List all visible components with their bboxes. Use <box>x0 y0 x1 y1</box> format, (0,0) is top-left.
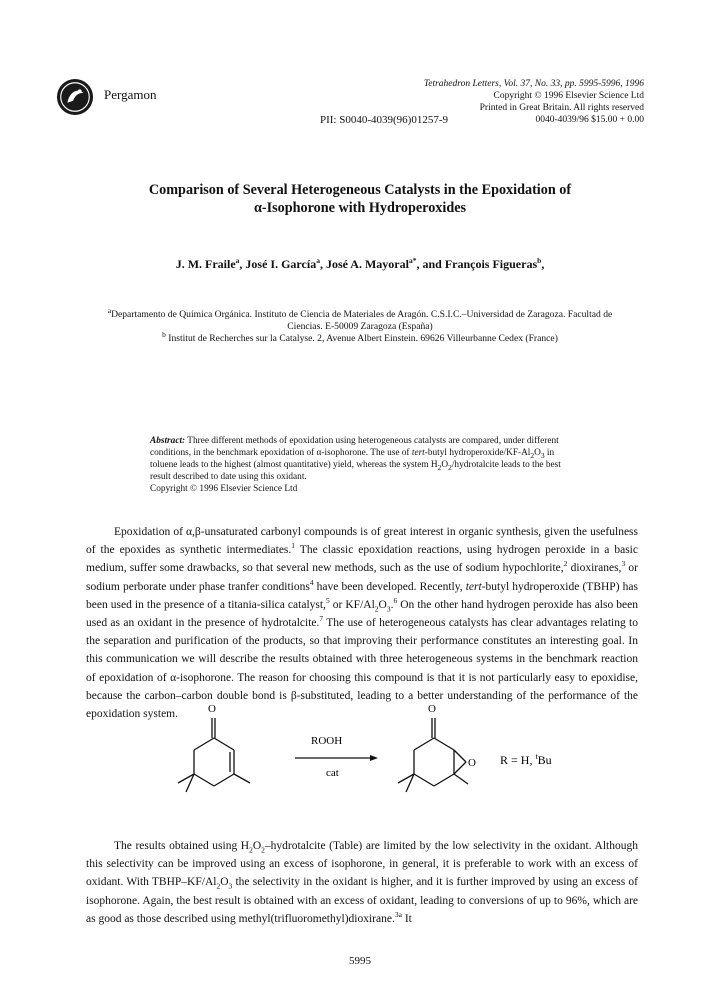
ref-mark: 6 <box>393 595 398 605</box>
author-2: José I. García <box>245 257 317 271</box>
abstract-sub: 2 <box>437 462 442 472</box>
text-run: . <box>390 598 394 611</box>
page-number: 5995 <box>349 955 371 967</box>
pii-line <box>0 114 720 126</box>
author-and: and <box>422 257 442 271</box>
affil-a-text-1: Departamento de Química Orgánica. Instituto de Ciencia de Materiales de Aragón. C.S.I.C.–Universidad de Zaragoza. Facultad de <box>111 309 613 320</box>
abstract-sub: 2 <box>448 462 452 472</box>
author-list: J. M. Fraile$^a$, José I. García$^a$, José A. Mayoral$^{a*}$, and François Figueras$^b$, <box>175 256 545 271</box>
ref-mark: 4 <box>309 577 314 587</box>
text-sub: 2 <box>216 881 221 891</box>
ref-mark: 3a <box>394 909 402 919</box>
abstract-part: tert <box>411 448 425 458</box>
body-paragraph-2 <box>86 837 638 928</box>
scheme-catalyst: cat <box>326 767 339 779</box>
author-4-affil: b <box>537 256 542 265</box>
affiliation-a <box>80 305 640 321</box>
affiliations <box>80 305 640 345</box>
abstract-part: in toluene leads to the highest (almost quantitative) yield, whereas the system H <box>150 448 555 470</box>
reaction-scheme <box>150 700 590 815</box>
ref-mark: 1 <box>291 541 296 551</box>
text-run: The use of heterogeneous catalysts has clear advantages relating to the separation and purification of the products, so that improving their performance constitutes an interesting goal. In this communication we will describe the results obtained with three heterogeneous systems in the benchmark reaction of epoxidation of α-isophorone. The reason for choosing this compound is that it is not particularly easy to epoxidise, because the carbon–carbon double bond is β-substituted, leading to a better understanding of the performance of the epoxidation system. <box>86 617 638 721</box>
paragraph-text <box>86 523 638 723</box>
text-run: O <box>220 876 229 889</box>
abstract-part: /hydrotalcite leads to the best result described to date using this oxidant. <box>150 460 561 482</box>
text-sub: 2 <box>261 845 265 855</box>
isophorone-structure <box>178 718 250 792</box>
ref-mark: 2 <box>563 559 568 569</box>
text-run: The results obtained using H <box>114 840 250 852</box>
text-run: the selectivity in the oxidant is higher, and it is further improved by using an excess of isophorone. Again, the best result is obtained with an excess of oxidant, leading to conversions of up to 96%, which are as good as those described using methyl(trifluoromethyl)dioxirane. <box>86 876 638 925</box>
body-paragraph-1 <box>86 523 638 723</box>
text-run: or sodium perborate under phase tranfer conditions <box>86 562 639 593</box>
price-line: 0040-4039/96 $15.00 + 0.00 <box>535 115 644 125</box>
abstract-part: O <box>534 448 541 458</box>
title-line-1: Comparison of Several Heterogeneous Catalysts in the Epoxidation of <box>148 182 572 198</box>
scheme-reagent: ROOH <box>311 735 343 747</box>
text-run: O <box>378 598 387 611</box>
scheme-o-left: O <box>208 703 216 715</box>
printed-line: Printed in Great Britain. All rights reserved <box>479 103 644 113</box>
epoxide-structure <box>398 718 468 792</box>
abstract-sub: 3 <box>540 450 545 460</box>
abstract <box>150 435 580 495</box>
copyright-line: Copyright © 1996 Elsevier Science Ltd <box>493 91 644 101</box>
affil-a-mark: a <box>107 305 112 315</box>
text-run: O <box>252 840 262 852</box>
text-run: The classic epoxidation reactions, using hydrogen peroxide in a basic medium, suffer some drawbacks, so that several new methods, such as the use of sodium hypochlorite, <box>86 544 638 575</box>
scheme-o-right: O <box>428 703 436 715</box>
affiliation-a-cont: Ciencias. E-50009 Zaragoza (España) <box>287 321 433 332</box>
text-run: tert <box>465 580 482 593</box>
text-run: Epoxidation of α,β-unsaturated carbonyl compounds is of great interest in organic synthesis, given the usefulness of the epoxides as synthetic intermediates. <box>86 526 638 557</box>
abstract-part: O <box>441 460 449 470</box>
text-run: or KF/Al <box>329 598 375 611</box>
text-sub: 2 <box>374 604 379 614</box>
r-def-sup: t <box>535 752 538 761</box>
ref-mark: 3 <box>621 559 626 569</box>
text-run: It <box>401 912 412 925</box>
text-run: -butyl hydroperoxide (TBHP) has been used in the presence of a titania-silica catalyst, <box>86 580 638 611</box>
text-run: On the other hand hydrogen peroxide has also been used as an oxidant in the presence of hydrotalcite. <box>86 598 638 630</box>
abstract-copyright: Copyright © 1996 Elsevier Science Ltd <box>150 484 298 494</box>
author-2-affil: a <box>316 256 320 265</box>
paragraph-text <box>86 837 638 928</box>
author-3: José A. Mayoral <box>325 257 409 271</box>
affil-b-text: Institut de Recherches sur la Catalyse. 2, Avenue Albert Einstein. 69626 Villeurbanne Cedex (France) <box>168 333 558 344</box>
scheme-r-definition <box>500 752 552 767</box>
abstract-part: -butyl hydroperoxide/KF-Al <box>424 448 531 458</box>
ref-mark: 7 <box>319 614 324 624</box>
abstract-part: Three different methods of epoxidation using heterogeneous catalysts are compared, under different conditions, in the benchmark epoxidation of α-isophorone. The use of <box>150 436 559 458</box>
text-run: have been developed. Recently, <box>313 580 466 593</box>
paper-title <box>100 181 620 217</box>
scheme-o-epoxide: O <box>468 757 476 769</box>
abstract-label: Abstract: <box>150 436 186 446</box>
text-run: –hydrotalcite (Table) are limited by the low selectivity in the oxidant. Although this selectivity can be improved using an excess of isophorone, in general, it is preferable to work with an excess of oxidant. With TBHP–KF/Al <box>86 840 639 889</box>
title-line-2: α-Isophorone with Hydroperoxides <box>253 200 467 216</box>
text-sub: 3 <box>228 881 233 891</box>
author-3-affil: a* <box>408 256 417 265</box>
affil-b-mark: b <box>162 329 166 339</box>
pii-text: PII: S0040-4039(96)01257-9 <box>319 114 449 126</box>
author-1: J. M. Fraile <box>175 257 236 271</box>
journal-citation: Tetrahedron Letters, Vol. 37, No. 33, pp. 5995-5996, 1996 <box>423 79 644 89</box>
r-def-bu: Bu <box>537 753 552 767</box>
pergamon-logo-icon <box>56 78 94 116</box>
abstract-sub: 2 <box>530 450 535 460</box>
publisher-name: Pergamon <box>104 87 157 102</box>
text-sub: 3 <box>386 604 391 614</box>
r-def-text: R = H, <box>500 753 536 767</box>
ref-mark: 5 <box>325 595 330 605</box>
author-4: François Figueras <box>444 257 538 271</box>
text-run: dioxiranes, <box>567 562 622 575</box>
author-1-affil: a <box>235 256 240 265</box>
abstract-text <box>150 435 580 483</box>
affiliation-b <box>80 329 640 345</box>
text-sub: 2 <box>249 845 253 855</box>
